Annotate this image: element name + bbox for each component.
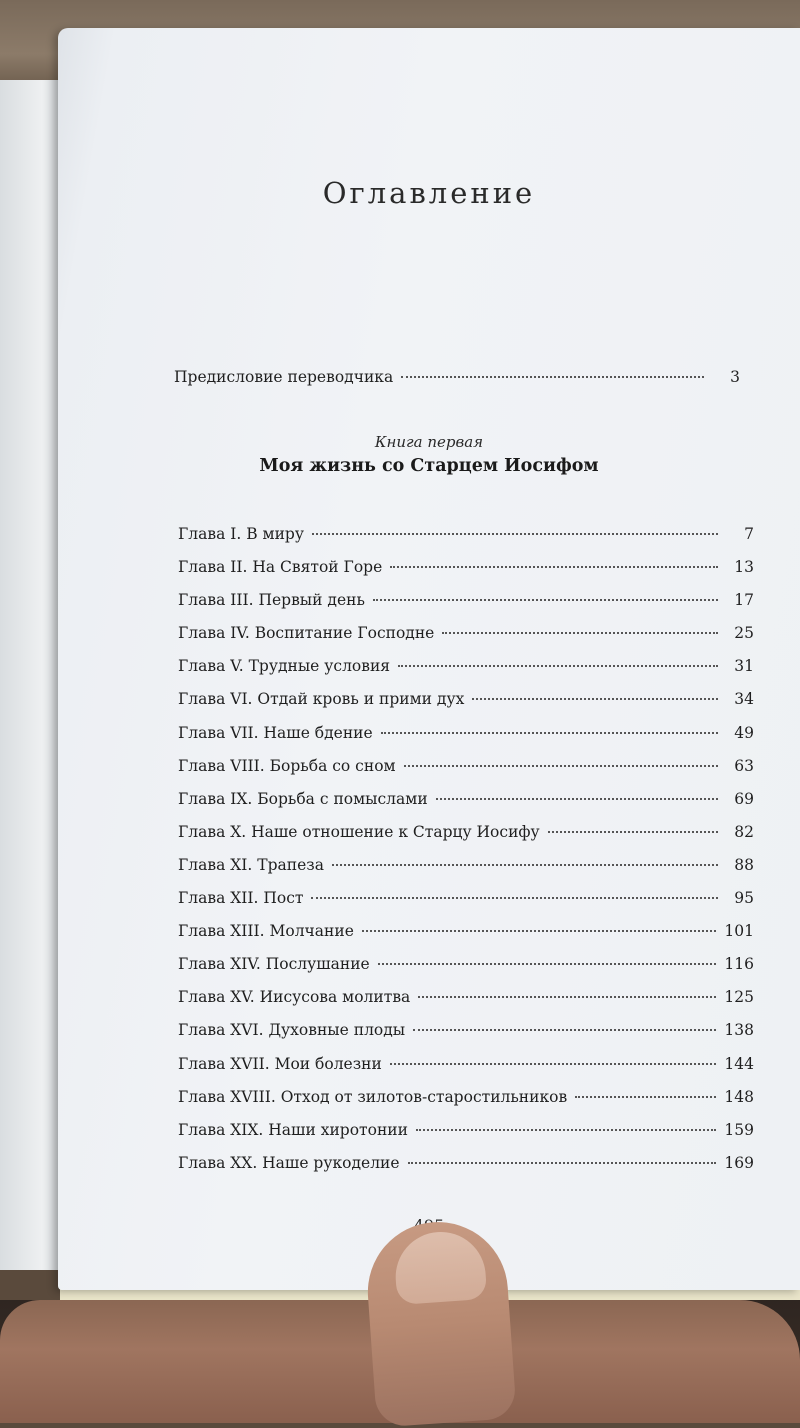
- toc-entry-page: 63: [734, 756, 754, 775]
- dot-leader: [312, 533, 718, 535]
- toc-entry-page: 95: [734, 889, 754, 908]
- toc-entry: [178, 558, 754, 591]
- toc-entry-page: 159: [724, 1120, 754, 1139]
- toc-entry-page: 3: [730, 368, 740, 386]
- toc-entry-label: Глава XVI. Духовные плоды: [178, 1021, 406, 1040]
- toc-entry-page: 116: [724, 955, 754, 974]
- toc-entry: [178, 657, 754, 690]
- toc-entry: [178, 823, 754, 856]
- toc-entry-label: Предисловие переводчика: [174, 368, 394, 386]
- toc-entry-page: 82: [734, 822, 754, 841]
- toc-entry: [178, 1021, 754, 1054]
- page-title: Оглавление: [322, 176, 536, 210]
- toc-entry: [178, 1055, 754, 1088]
- toc-entry: [178, 955, 754, 988]
- dot-leader: [436, 798, 718, 800]
- book-cover-left: [0, 80, 60, 1270]
- dot-leader: [416, 1129, 716, 1131]
- book-page: [58, 28, 800, 1290]
- dot-leader: [311, 897, 718, 899]
- dot-leader: [381, 732, 718, 734]
- toc-entry-page: 169: [724, 1153, 754, 1172]
- toc-entry-label: Глава XVIII. Отход от зилотов-старостильников: [178, 1087, 568, 1106]
- toc-entry-page: 13: [734, 558, 754, 577]
- toc-entry: [178, 1154, 754, 1187]
- toc-entry-page: 69: [734, 789, 754, 808]
- toc-entry: [178, 690, 754, 723]
- dot-leader: [408, 1162, 717, 1164]
- book-section-title: Моя жизнь со Старцем Иосифом: [259, 456, 599, 476]
- toc-entry: [178, 525, 754, 558]
- dot-leader: [442, 632, 718, 634]
- toc-entry-label: Глава X. Наше отношение к Старцу Иосифу: [178, 822, 540, 841]
- toc-entry-label: Глава XIV. Послушание: [178, 955, 370, 974]
- toc-entry-label: Глава II. На Святой Горе: [178, 558, 383, 577]
- dot-leader: [378, 963, 717, 965]
- dot-leader: [472, 698, 718, 700]
- toc-entry-label: Глава XV. Иисусова молитва: [178, 988, 411, 1007]
- toc-entry-label: Глава XIII. Молчание: [178, 922, 354, 941]
- toc-entry-label: Глава XVII. Мои болезни: [178, 1054, 382, 1073]
- toc-entry: [178, 922, 754, 955]
- dot-leader: [332, 864, 718, 866]
- toc-entry: [178, 591, 754, 624]
- toc-entry: [178, 889, 754, 922]
- toc-entry: [178, 724, 754, 757]
- toc-entry: [178, 790, 754, 823]
- toc-entry-label: Глава V. Трудные условия: [178, 657, 391, 676]
- toc-entry-page: 17: [734, 591, 754, 610]
- toc-entry-label: Глава VI. Отдай кровь и прими дух: [178, 690, 465, 709]
- toc-entry-page: 125: [724, 988, 754, 1007]
- toc-entry-page: 34: [734, 690, 754, 709]
- toc-entry-label: Глава XX. Наше рукоделие: [178, 1153, 400, 1172]
- toc-entry-label: Глава IX. Борьба с помыслами: [178, 789, 428, 808]
- dot-leader: [418, 996, 716, 998]
- toc-entry-label: Глава IV. Воспитание Господне: [178, 624, 435, 643]
- book-subtitle: Книга первая: [374, 433, 484, 451]
- dot-leader: [575, 1096, 716, 1098]
- dot-leader: [373, 599, 718, 601]
- toc-entry-label: Глава VIII. Борьба со сном: [178, 756, 396, 775]
- toc-entry: [178, 624, 754, 657]
- toc-entry-label: Глава III. Первый день: [178, 591, 365, 610]
- dot-leader: [413, 1029, 716, 1031]
- toc-entry: [178, 856, 754, 889]
- toc-entry-page: 31: [734, 657, 754, 676]
- dot-leader: [390, 1063, 717, 1065]
- toc-entry-label: Глава VII. Наше бдение: [178, 723, 373, 742]
- dot-leader: [362, 930, 717, 932]
- toc-entry-label: Глава XII. Пост: [178, 889, 304, 908]
- dot-leader: [401, 376, 704, 378]
- toc-entry-page: 101: [724, 922, 754, 941]
- dot-leader: [404, 765, 718, 767]
- toc-entry-preface: [174, 368, 740, 386]
- toc-entry-label: Глава XIX. Наши хиротонии: [178, 1120, 408, 1139]
- toc-entry-page: 148: [724, 1087, 754, 1106]
- toc-entry-page: 25: [734, 624, 754, 643]
- toc-entry-page: 138: [724, 1021, 754, 1040]
- toc-entry-page: 144: [724, 1054, 754, 1073]
- dot-leader: [548, 831, 718, 833]
- toc-entry: [178, 757, 754, 790]
- dot-leader: [398, 665, 718, 667]
- chapter-list: [178, 525, 754, 1187]
- toc-entry-page: 49: [734, 723, 754, 742]
- toc-entry: [178, 1121, 754, 1154]
- toc-entry-label: Глава XI. Трапеза: [178, 855, 324, 874]
- dot-leader: [390, 566, 718, 568]
- toc-entry: [178, 1088, 754, 1121]
- toc-entry: [178, 988, 754, 1021]
- toc-entry-page: 7: [744, 525, 754, 543]
- toc-entry-page: 88: [734, 855, 754, 874]
- toc-entry-label: Глава I. В миру: [178, 525, 304, 543]
